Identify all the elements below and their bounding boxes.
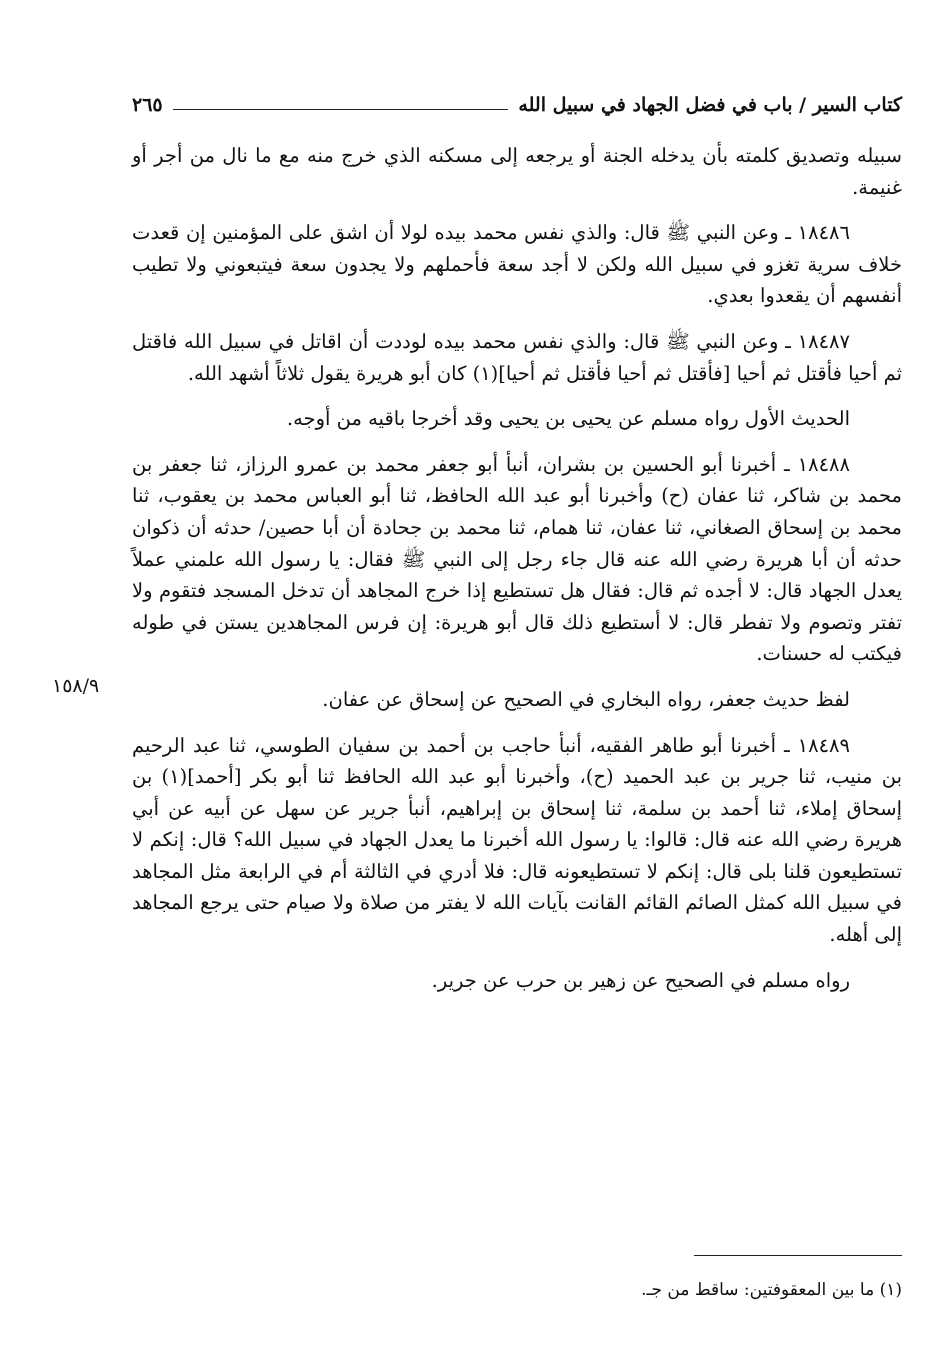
footnote-rule (694, 1255, 902, 1256)
main-text (132, 140, 902, 996)
running-title: كتاب السير / باب في فضل الجهاد في سبيل الله (518, 94, 902, 116)
margin-reference: ١٥٨/٩ (52, 675, 100, 697)
paragraph-continuation: سبيله وتصديق كلمته بأن يدخله الجنة أو يرجعه إلى مسكنه الذي خرج منه مع ما نال من أجر أو غنيمة. (132, 144, 902, 199)
commentary-1: الحديث الأول رواه مسلم عن يحيى بن يحيى وقد أخرجا باقيه من أوجه. (286, 407, 850, 431)
hadith-18488: ١٨٤٨٨ ـ أخبرنا أبو الحسين بن بشران، أنبأ أبو جعفر محمد بن عمرو الرزاز، ثنا جعفر بن محمد بن شاكر، ثنا عفان (ح) وأخبرنا أبو عبد الله الحافظ، ثنا أبو العباس محمد بن يعقوب، ثنا محمد بن إسحاق الصغاني، ثنا عفان، ثنا همام، ثنا محمد بن جحادة أن أبا حصين/ حدثه أن ذكوان حدثه أن أبا هريرة رضي الله عنه قال جاء رجل إلى النبي ﷺ فقال: يا رسول الله علمني عملاً يعدل الجهاد قال: لا أجده ثم قال: فقال هل تستطيع إذا خرج المجاهد أن تدخل المسجد فتقوم ولا تفتر وتصوم ولا تفطر قال: لا أستطيع ذلك قال أبو هريرة: إن فرس المجاهدين يستن في طوله فيكتب له حسنات. (132, 452, 902, 666)
hadith-18487: ١٨٤٨٧ ـ وعن النبي ﷺ قال: والذي نفس محمد بيده لوددت أن اقاتل في سبيل الله فاقتل ثم أحيا فأقتل ثم أحيا [فأقتل ثم أحيا فأقتل ثم أحيا](١) كان أبو هريرة يقول ثلاثاً أشهد الله. (132, 329, 902, 385)
running-header (132, 90, 902, 120)
commentary-2: لفظ حديث جعفر، رواه البخاري في الصحيح عن إسحاق عن عفان. (322, 687, 850, 711)
commentary-3: رواه مسلم في الصحيح عن زهير بن حرب عن جرير. (431, 968, 850, 992)
hadith-18489: ١٨٤٨٩ ـ أخبرنا أبو طاهر الفقيه، أنبأ حاجب بن أحمد بن سفيان الطوسي، ثنا عبد الرحيم بن منيب، ثنا جرير بن عبد الحميد (ح)، وأخبرنا أبو عبد الله الحافظ ثنا أبو بكر [أحمد](١) بن إسحاق إملاء، ثنا أحمد بن سلمة، ثنا إسحاق بن إبراهيم، أنبأ جرير عن سهل عن أبيه عن أبي هريرة رضي الله عنه قال: قالوا: يا رسول الله أخبرنا ما يعدل الجهاد في سبيل الله؟ قال: إنكم لا تستطيعون قلنا بلى قال: إنكم لا تستطيعونه قال: فلا أدري في الثالثة أم في الرابعة مثل المجاهد في سبيل الله كمثل الصائم القائم القانت بآيات الله لا يفتر من صلاة ولا صيام حتى يرجع المجاهد إلى أهله. (132, 733, 903, 947)
hadith-18486: ١٨٤٨٦ ـ وعن النبي ﷺ قال: والذي نفس محمد بيده لولا أن اشق على المؤمنين إن قعدت خلاف سرية تغزو في سبيل الله ولكن لا أجد سعة فأحملهم ولا يجدون سعة فيتبعوني ولا تطيب أنفسهم أن يقعدوا بعدي. (132, 221, 902, 308)
footnote: (١) ما بين المعقوفتين: ساقط من جـ. (641, 1280, 902, 1300)
page-number: ٢٦٥ (132, 94, 163, 116)
header-rule (173, 109, 509, 110)
